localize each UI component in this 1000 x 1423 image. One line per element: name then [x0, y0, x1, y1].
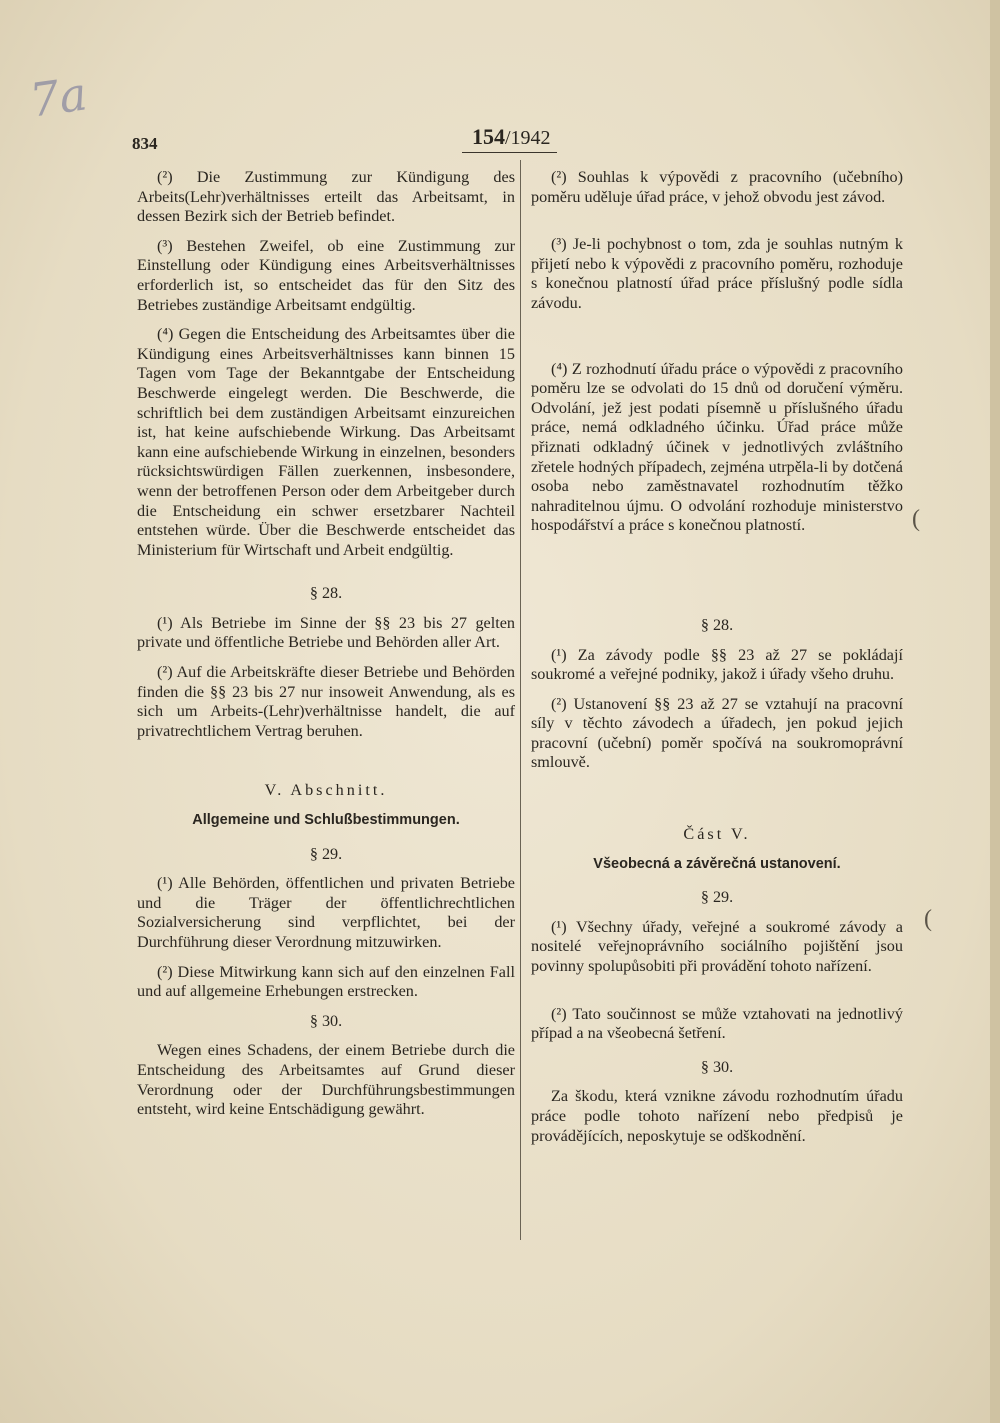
de-paragraph-27-4: (⁴) Gegen die Entscheidung des Arbeitsamtes über die Kündigung eines Arbeitsverhältnisses kann binnen 15 Tagen vom Tage der Bekanntgabe der Entscheidung Beschwerde eingelegt werden. Die Beschwerde, die schriftlich bei dem zuständigen Arbeitsamt einzureichen ist, hat keine aufschiebende Wirkung. Das Arbeitsamt kann eine aufschiebende Wirkung in einzelnen, besonders rücksichtswürdigen Fällen zuerkennen, insbesondere, wenn der betroffenen Person oder dem Arbeitgeber durch die Entscheidung ein schwer ersetzbarer Nachteil entstehen würde. Über die Beschwerde entscheidet das Ministerium für Wirtschaft und Arbeit endgültig. — [137, 325, 515, 559]
cz-paragraph-27-4: (⁴) Z rozhodnutí úřadu práce o výpovědi z pracovního poměru lze se odvolati do 15 dnů od doručení výměru. Odvolání, jež jest podati písemně u příslušného úřadu práce, nemá odkladného účinku. Úřad práce může přiznati odkladný účinek v jednotlivých zvláštního zřetele hodných případech, zejména utrpěla-li by dotčená osoba nebo zaměstnavatel rozhodnutím těžko nahraditelnou újmu. O odvolání rozhoduje ministerstvo hospodářství a práce s konečnou platností. — [531, 359, 903, 535]
page-number: 834 — [132, 134, 158, 153]
de-paragraph-28-1: (¹) Als Betriebe im Sinne der §§ 23 bis 27 gelten private und öffentliche Betriebe und Behörden aller Art. — [137, 613, 515, 652]
de-paragraph-27-2: (²) Die Zustimmung zur Kündigung des Arbeits(Lehr)verhältnisses erteilt das Arbeitsamt, in dessen Bezirk sich der Betrieb befindet. — [137, 168, 515, 226]
de-paragraph-30: Wegen eines Schadens, der einem Betriebe durch die Entscheidung des Arbeitsamtes auf Grund dieser Verordnung oder der Durchführungsbestimmungen entsteht, wird keine Entschädigung gewährt. — [137, 1041, 515, 1119]
cz-paragraph-29-2: (²) Tato součinnost se může vztahovati na jednotlivý případ a na všeobecná šetření. — [531, 1004, 903, 1043]
de-section-30-heading: § 30. — [309, 1011, 343, 1030]
column-divider — [520, 160, 521, 1240]
margin-bracket-mark: ( — [924, 906, 932, 932]
german-column — [137, 168, 515, 1130]
de-paragraph-27-3: (³) Bestehen Zweifel, ob eine Zustimmung zur Einstellung oder Kündigung eines Arbeitsverhältnisses erforderlich ist, so entscheidet das für den Sitz des Betriebes zuständige Arbeitsamt endgültig. — [137, 236, 515, 314]
margin-bracket-mark: ( — [912, 506, 920, 532]
de-part-title: Allgemeine und Schlußbestimmungen. — [192, 812, 460, 829]
de-section-28-heading: § 28. — [309, 584, 343, 603]
cz-section-28-heading: § 28. — [700, 615, 734, 634]
cz-paragraph-27-3: (³) Je-li pochybnost o tom, zda je souhlas nutným k přijetí nebo k výpovědi z pracovního poměru, rozhoduje s konečnou platností úřad práce příslušný podle sídla závodu. — [531, 235, 903, 312]
cz-section-29-heading: § 29. — [700, 888, 734, 907]
page-edge — [990, 0, 1000, 1423]
cz-paragraph-30: Za škodu, která vznikne závodu rozhodnutím úřadu práce podle tohoto nařízení nebo předpisů je provádějících, neposkytuje se odškodnění. — [531, 1087, 903, 1145]
de-section-29-heading: § 29. — [309, 844, 343, 863]
de-paragraph-28-2: (²) Auf die Arbeitskräfte dieser Betriebe und Behörden finden die §§ 23 bis 27 nur insoweit Anwendung, als es sich um Arbeits-(Lehr)verhältnisse handelt, die auf privatrechtlichem Vertrag beruhen. — [137, 663, 515, 740]
cz-part-heading: Část V. — [683, 825, 751, 844]
law-number-header — [462, 124, 557, 153]
cz-paragraph-29-1: (¹) Všechny úřady, veřejné a soukromé závody a nositelé veřejnoprávního sociálního pojištění jsou povinny spolupůsobiti při provádění tohoto nařízení. — [531, 917, 903, 976]
handwritten-margin-note: 7a — [26, 66, 91, 128]
cz-paragraph-28-2: (²) Ustanovení §§ 23 až 27 se vztahují na pracovní síly v těchto závodech a úřadech, jen pokud jejich pracovní (učební) poměr spočívá na soukromoprávní smlouvě. — [531, 694, 903, 772]
de-paragraph-29-1: (¹) Alle Behörden, öffentlichen und privaten Betriebe und die Träger der öffentlichrechtlichen Sozialversicherung sind verpflichtet, bei der Durchführung dieser Verordnung mitzuwirken. — [137, 874, 515, 951]
cz-section-30-heading: § 30. — [700, 1057, 734, 1076]
cz-part-title: Všeobecná a závěrečná ustanovení. — [593, 855, 841, 872]
czech-column — [531, 168, 903, 1156]
de-paragraph-29-2: (²) Diese Mitwirkung kann sich auf den einzelnen Fall und auf allgemeine Erhebungen erstrecken. — [137, 962, 515, 1001]
law-number: 154 — [472, 124, 505, 149]
law-year: /1942 — [505, 127, 551, 149]
cz-paragraph-28-1: (¹) Za závody podle §§ 23 až 27 se pokládají soukromé a veřejné podniky, jakož i úřady všeho druhu. — [531, 645, 903, 684]
cz-paragraph-27-2: (²) Souhlas k výpovědi z pracovního (učebního) poměru uděluje úřad práce, v jehož obvodu jest závod. — [531, 168, 903, 206]
de-part-heading: V. Abschnitt. — [264, 781, 388, 800]
